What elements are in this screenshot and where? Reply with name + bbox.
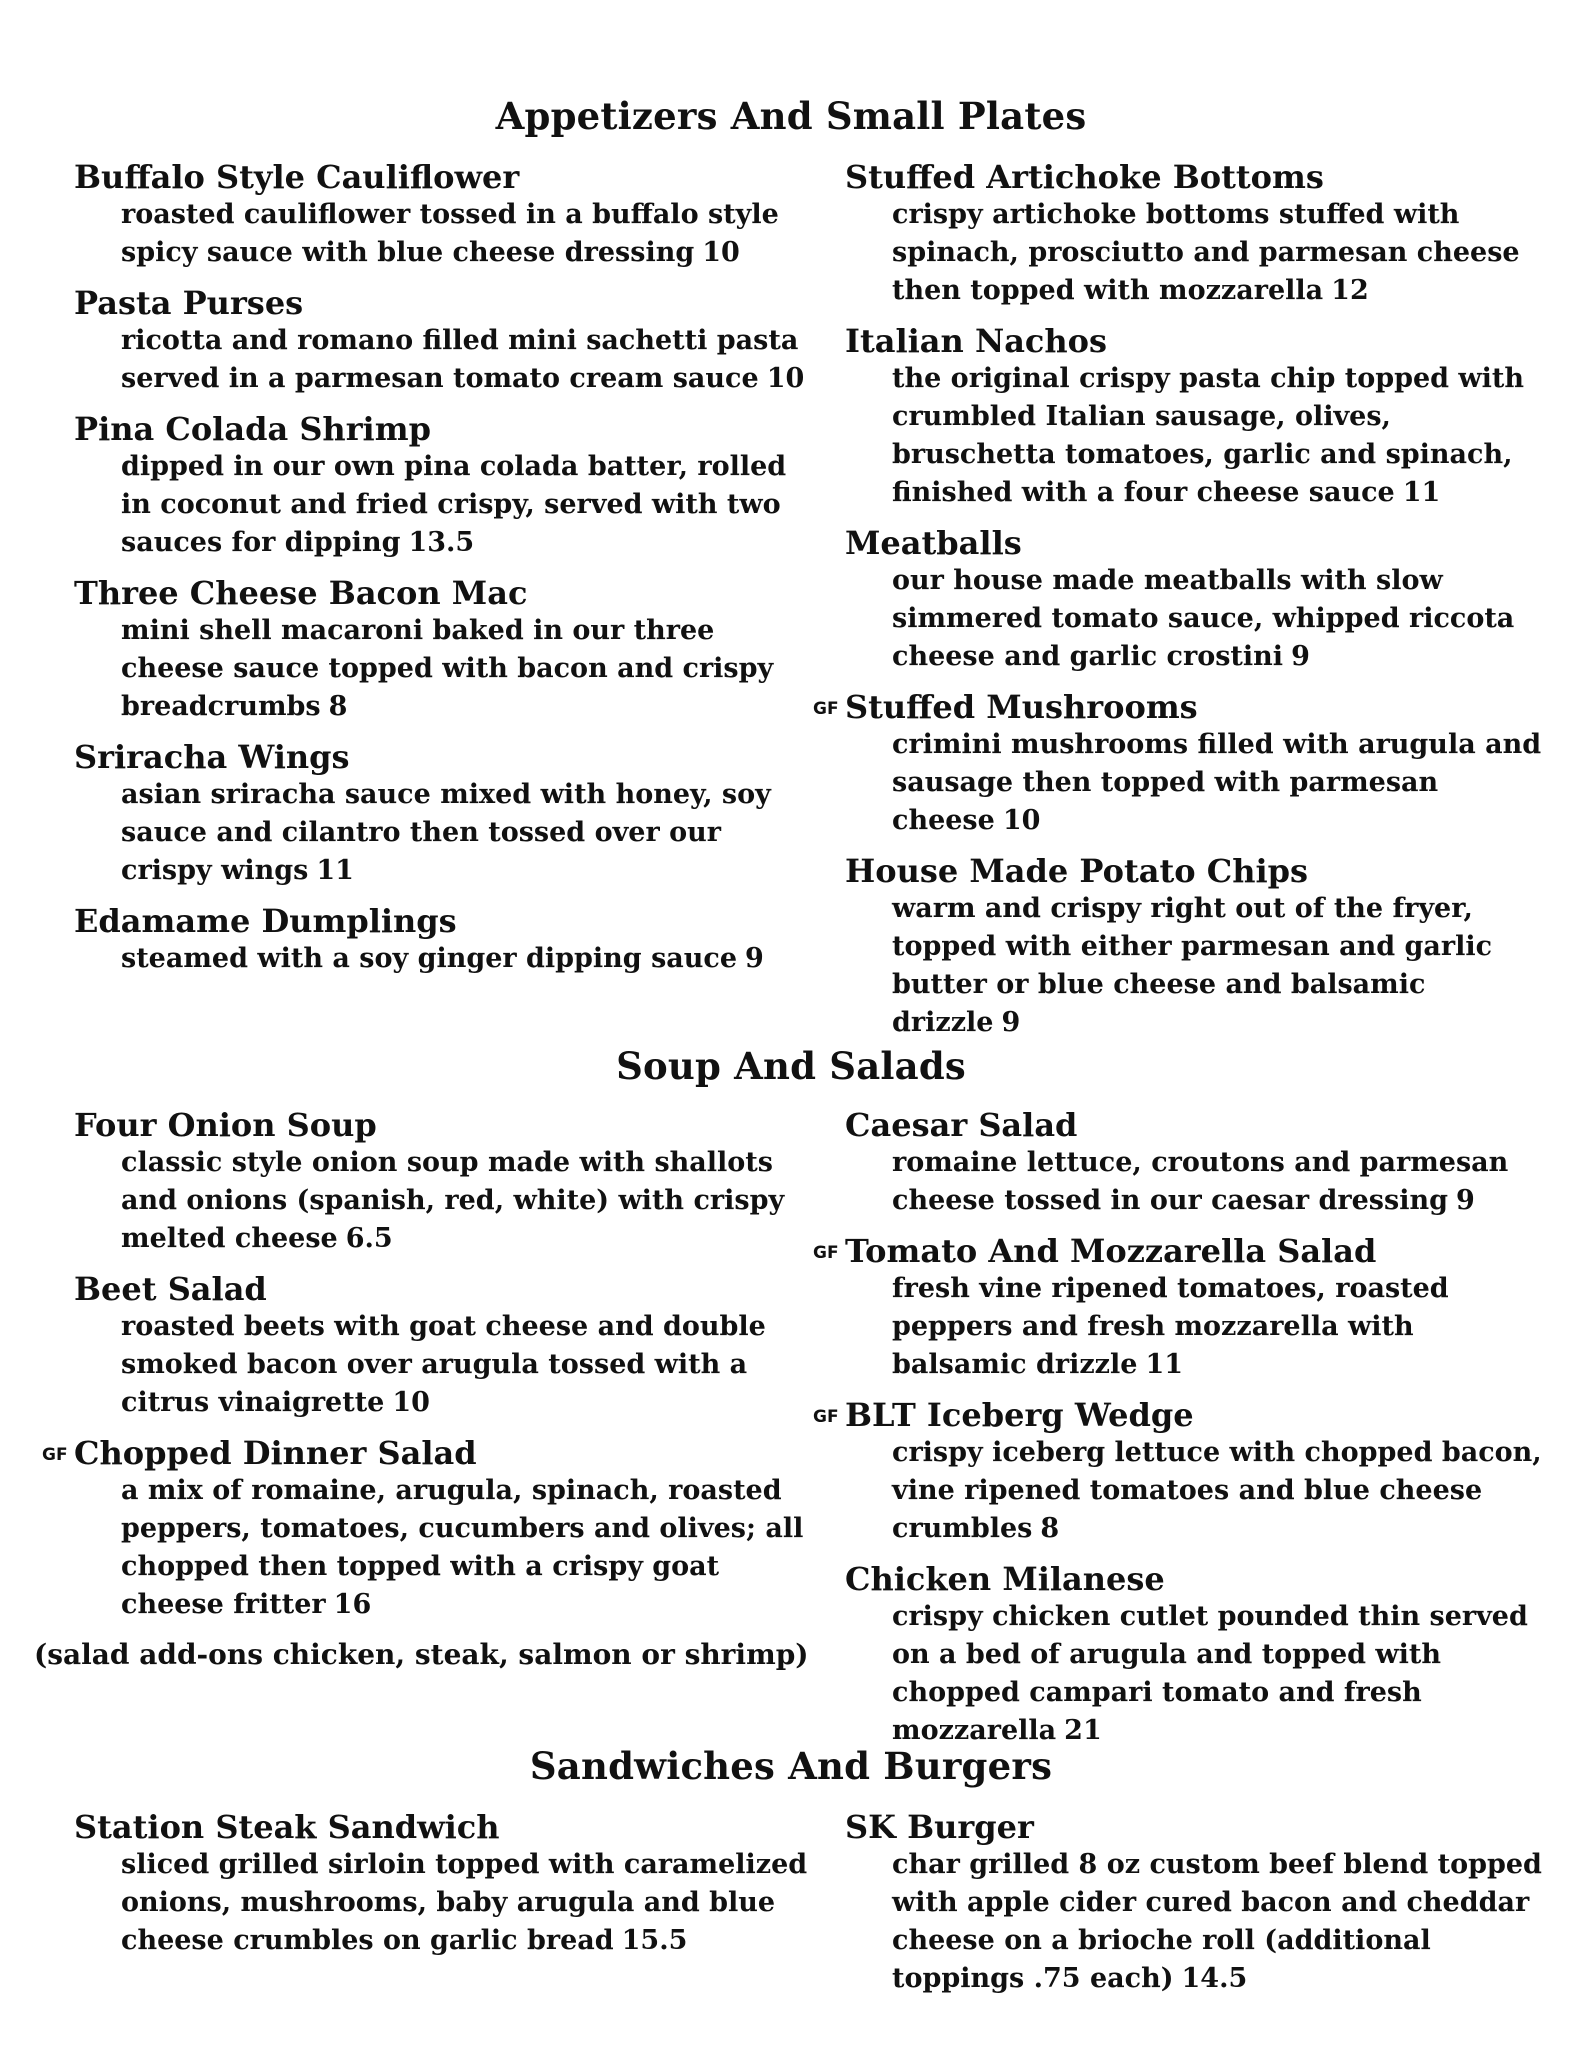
item-description: sliced grilled sirloin topped with caramelized onions, mushrooms, baby arugula and blue cheese crumbles on garlic bread 15.5: [121, 1849, 808, 1956]
item-name: BLT Iceberg Wedge: [845, 1396, 1194, 1434]
item-description: ricotta and romano filled mini sachetti pasta served in a parmesan tomato cream sauce 10: [121, 325, 805, 394]
item-price: 6.5: [345, 1223, 393, 1254]
item-description: crispy iceberg lettuce with chopped bacon, vine ripened tomatoes and blue cheese crumbles 8: [892, 1437, 1542, 1544]
menu-item: [845, 852, 1545, 1042]
menu-item: [74, 284, 814, 398]
item-price: 9: [1001, 1007, 1021, 1038]
item-description: char grilled 8 oz custom beef blend topped with apple cider cured bacon and cheddar cheese on a brioche roll (additional toppings .75 each) 14.5: [892, 1849, 1542, 1994]
item-price: 11: [1145, 1349, 1184, 1380]
salads-left-column: [42, 1106, 814, 1636]
item-price: 9: [1291, 641, 1310, 672]
item-price: 11: [316, 855, 354, 886]
item-name: Italian Nachos: [845, 322, 1108, 360]
menu-item: [813, 1232, 1545, 1384]
menu-item: [845, 1808, 1545, 1998]
item-description: roasted cauliflower tossed in a buffalo style spicy sauce with blue cheese dressing 10: [121, 199, 779, 268]
item-price: 21: [1064, 1715, 1102, 1746]
item-name: Four Onion Soup: [74, 1106, 377, 1144]
item-name: SK Burger: [845, 1808, 1034, 1846]
item-name: Meatballs: [845, 524, 1022, 562]
menu-item: [74, 1270, 814, 1422]
menu-item: [845, 322, 1545, 512]
item-price: 10: [1002, 805, 1041, 836]
gluten-free-badge: GF: [813, 1243, 839, 1263]
section-title-soup-salads: Soup And Salads: [616, 1044, 966, 1088]
item-price: 14.5: [1181, 1963, 1248, 1994]
salads-right-column: [813, 1106, 1545, 1762]
menu-item: [74, 1106, 814, 1258]
item-description: crimini mushrooms filled with arugula and sausage then topped with parmesan cheese 10: [892, 729, 1542, 836]
section-title-sandwiches-burgers: Sandwiches And Burgers: [529, 1744, 1053, 1788]
menu-item: [845, 524, 1545, 676]
item-name: Pasta Purses: [74, 284, 304, 322]
item-price: 16: [333, 1589, 372, 1620]
item-price: 8: [328, 691, 348, 722]
item-price: 13.5: [408, 527, 475, 558]
sandwiches-left-column: [74, 1808, 814, 1972]
item-description: asian sriracha sauce mixed with honey, soy sauce and cilantro then tossed over our crispy wings 11: [121, 779, 771, 886]
item-price: 11: [1402, 477, 1441, 508]
item-name: Beet Salad: [74, 1270, 267, 1308]
item-price: 10: [702, 237, 740, 268]
item-description: our house made meatballs with slow simmered tomato sauce, whipped riccota cheese and garlic crostini 9: [892, 565, 1515, 672]
menu-item: [74, 574, 814, 726]
item-name: Caesar Salad: [845, 1106, 1078, 1144]
item-price: 9: [1455, 1185, 1475, 1216]
item-description: crispy chicken cutlet pounded thin served on a bed of arugula and topped with chopped campari tomato and fresh mozzarella 21: [892, 1601, 1528, 1746]
menu-item: [74, 902, 814, 978]
item-name: Buffalo Style Cauliflower: [74, 158, 520, 196]
item-description: romaine lettuce, croutons and parmesan cheese tossed in our caesar dressing 9: [892, 1147, 1509, 1216]
item-price: 10: [766, 363, 805, 394]
item-description: classic style onion soup made with shallots and onions (spanish, red, white) with crispy melted cheese 6.5: [121, 1147, 785, 1254]
item-description: warm and crispy right out of the fryer, topped with either parmesan and garlic butter or blue cheese and balsamic drizzle 9: [892, 893, 1493, 1038]
menu-item: [845, 158, 1545, 310]
salad-addons-note: (salad add-ons chicken, steak, salmon or shrimp): [34, 1638, 809, 1671]
item-description: a mix of romaine, arugula, spinach, roasted peppers, tomatoes, cucumbers and olives; all chopped then topped with a crispy goat cheese fritter 16: [121, 1475, 804, 1620]
gluten-free-badge: GF: [42, 1445, 68, 1465]
item-description: mini shell macaroni baked in our three cheese sauce topped with bacon and crispy breadcrumbs 8: [121, 615, 774, 722]
menu-item: [845, 1560, 1545, 1750]
menu-item: [74, 1808, 814, 1960]
appetizers-left-column: [74, 158, 814, 990]
item-name: Stuffed Mushrooms: [845, 688, 1198, 726]
gluten-free-badge: GF: [813, 699, 839, 719]
menu-item: [813, 1396, 1545, 1548]
section-title-appetizers: Appetizers And Small Plates: [495, 94, 1087, 138]
item-description: dipped in our own pina colada batter, rolled in coconut and fried crispy, served with two sauces for dipping 13.5: [121, 451, 787, 558]
menu-item: [813, 688, 1545, 840]
item-price: 10: [392, 1387, 430, 1418]
item-name: Station Steak Sandwich: [74, 1808, 500, 1846]
item-price: 12: [1331, 275, 1369, 306]
menu-item: [845, 1106, 1545, 1220]
item-price: 15.5: [621, 1925, 688, 1956]
item-name: Stuffed Artichoke Bottoms: [845, 158, 1324, 196]
item-price: 8: [1040, 1513, 1060, 1544]
item-description: fresh vine ripened tomatoes, roasted peppers and fresh mozzarella with balsamic drizzle 11: [892, 1273, 1449, 1380]
menu-item: [42, 1434, 814, 1624]
item-name: House Made Potato Chips: [845, 852, 1308, 890]
menu-item: [74, 738, 814, 890]
appetizers-right-column: [813, 158, 1545, 1054]
menu-item: [74, 410, 814, 562]
sandwiches-right-column: [845, 1808, 1545, 2010]
item-price: 9: [745, 943, 764, 974]
item-description: the original crispy pasta chip topped with crumbled Italian sausage, olives, bruschetta tomatoes, garlic and spinach, finished with a four cheese sauce 11: [892, 363, 1525, 508]
item-name: Chopped Dinner Salad: [74, 1434, 477, 1472]
item-name: Tomato And Mozzarella Salad: [845, 1232, 1377, 1270]
item-name: Edamame Dumplings: [74, 902, 457, 940]
item-name: Chicken Milanese: [845, 1560, 1165, 1598]
item-name: Three Cheese Bacon Mac: [74, 574, 528, 612]
item-name: Sriracha Wings: [74, 738, 350, 776]
item-name: Pina Colada Shrimp: [74, 410, 431, 448]
item-description: roasted beets with goat cheese and double smoked bacon over arugula tossed with a citrus vinaigrette 10: [121, 1311, 766, 1418]
item-description: crispy artichoke bottoms stuffed with spinach, prosciutto and parmesan cheese then topped with mozzarella 12: [892, 199, 1520, 306]
item-description: steamed with a soy ginger dipping sauce 9: [121, 943, 764, 974]
gluten-free-badge: GF: [813, 1407, 839, 1427]
menu-item: [74, 158, 814, 272]
